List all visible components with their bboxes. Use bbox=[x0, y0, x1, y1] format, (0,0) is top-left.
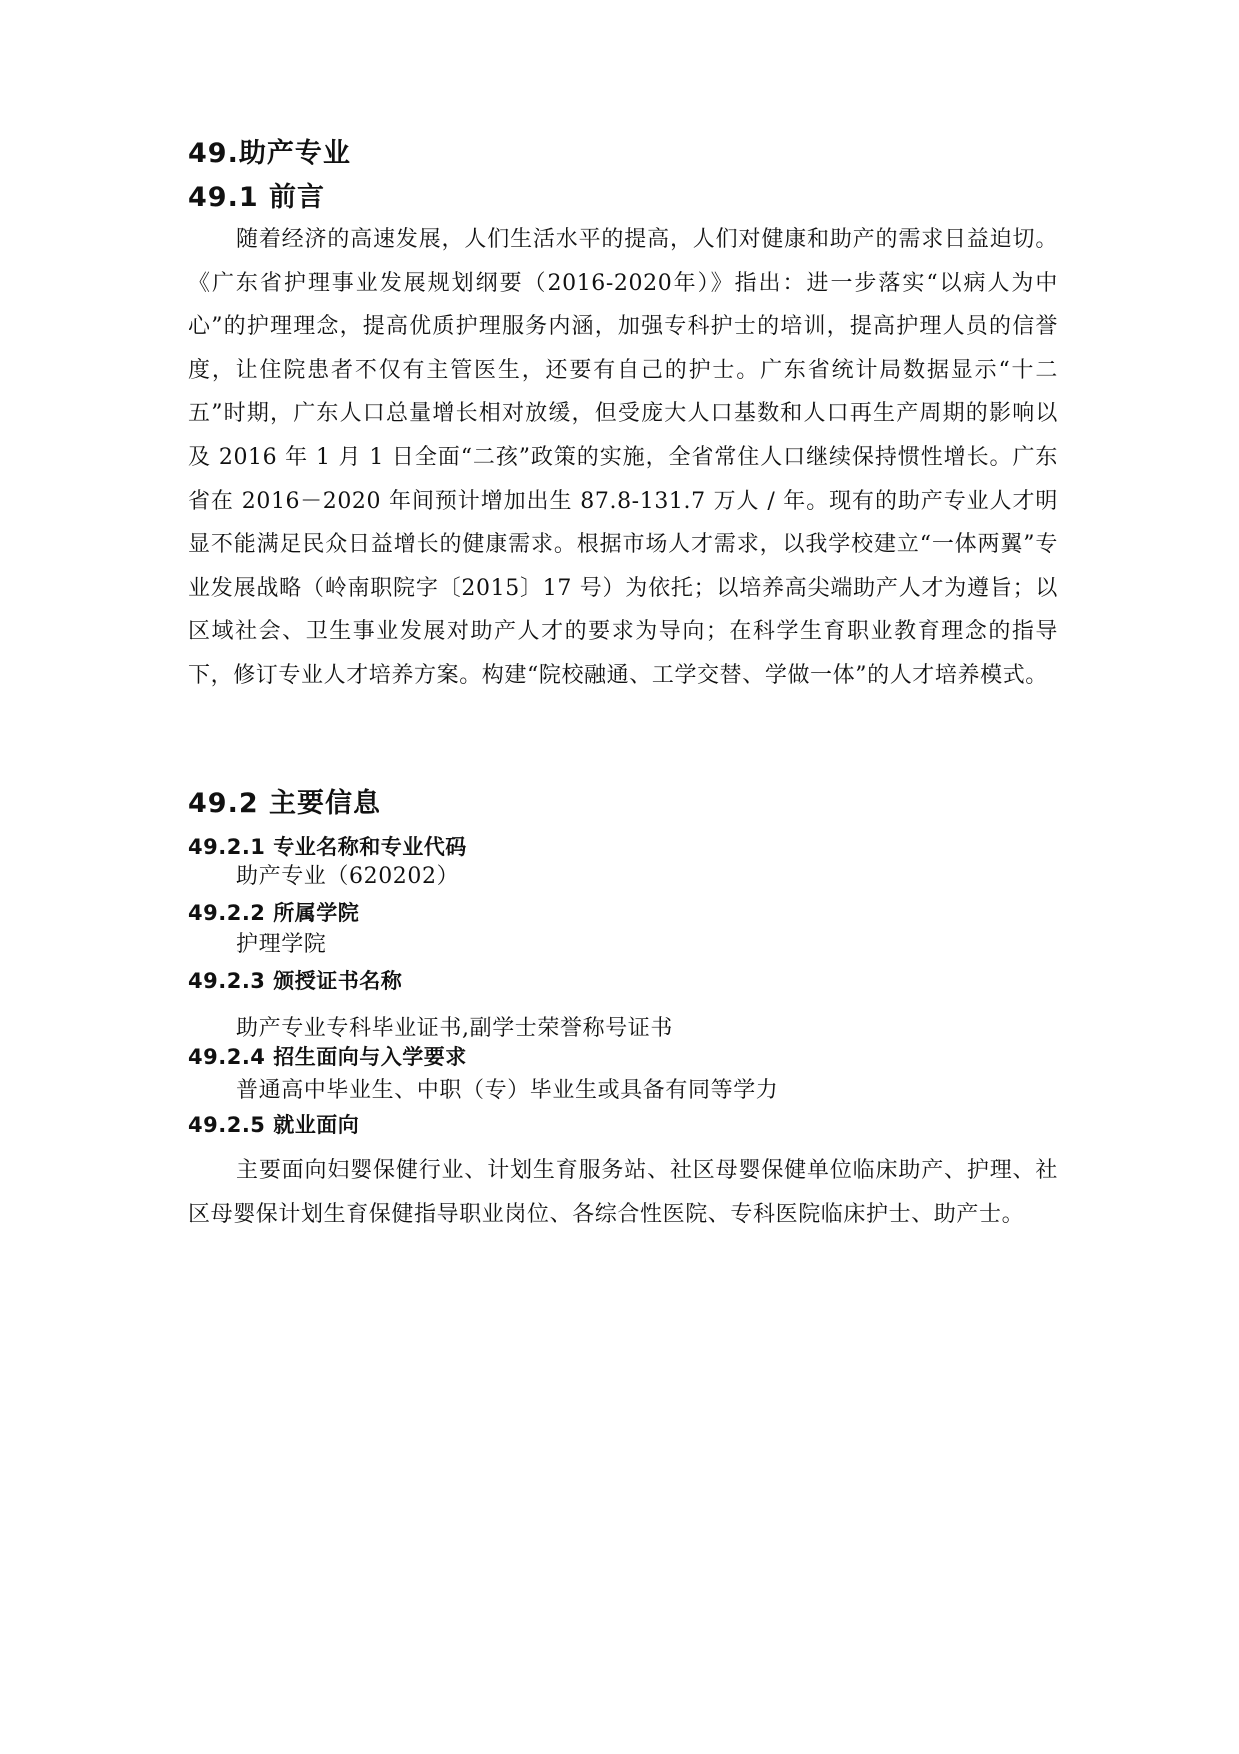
subsection-heading-college: 49.2.2 所属学院 bbox=[188, 901, 360, 925]
subsection-heading-name-code: 49.2.1 专业名称和专业代码 bbox=[188, 835, 467, 859]
college-text: 护理学院 bbox=[236, 932, 327, 957]
preface-paragraph: 随着经济的高速发展，人们生活水平的提高，人们对健康和助产的需求日益迫切。《广东省护理事业发展规划纲要（2016-2020年）》指出：进一步落实“以病人为中心”的护理理念，提高优质护理服务内涵，加强专科护士的培训，提高护理人员的信誉度，让住院患者不仅有主管医生，还要有自己的护士。广东省统计局数据显示“十二五”时期，广东人口总量增长相对放缓，但受庞大人口基数和人口再生产周期的影响以及 2016 年 1 月 1 日全面“二孩”政策的实施，全省常住人口继续保持惯性增长。广东省在 2016－2020 年间预计增加出生 87.8-131.7 万人 / 年。现有的助产专业人才明显不能满足民众日益增长的健康需求。根据市场人才需求，以我学校建立“一体两翼”专业发展战略（岭南职院字〔2015〕17 号）为依托；以培养高尖端助产人才为遵旨；以区域社会、卫生事业发展对助产人才的要求为导向；在科学生育职业教育理念的指导下，修订专业人才培养方案。构建“院校融通、工学交替、学做一体”的人才培养模式。 bbox=[188, 227, 1058, 688]
major-name-code-text: 助产专业（620202） bbox=[236, 864, 460, 889]
subsection-heading-certificate: 49.2.3 颁授证书名称 bbox=[188, 969, 403, 993]
section-heading-main-info: 49.2 主要信息 bbox=[188, 788, 382, 819]
subsection-heading-enrollment: 49.2.4 招生面向与入学要求 bbox=[188, 1045, 467, 1069]
chapter-title: 49.助产专业 bbox=[188, 138, 351, 169]
employment-paragraph: 主要面向妇婴保健行业、计划生育服务站、社区母婴保健单位临床助产、护理、社区母婴保计划生育保健指导职业岗位、各综合性医院、专科医院临床护士、助产士。 bbox=[188, 1158, 1058, 1227]
certificate-text: 助产专业专科毕业证书,副学士荣誉称号证书 bbox=[236, 1016, 673, 1041]
subsection-heading-employment: 49.2.5 就业面向 bbox=[188, 1113, 360, 1137]
enrollment-text: 普通高中毕业生、中职（专）毕业生或具备有同等学力 bbox=[236, 1078, 779, 1103]
section-heading-preface: 49.1 前言 bbox=[188, 182, 326, 213]
